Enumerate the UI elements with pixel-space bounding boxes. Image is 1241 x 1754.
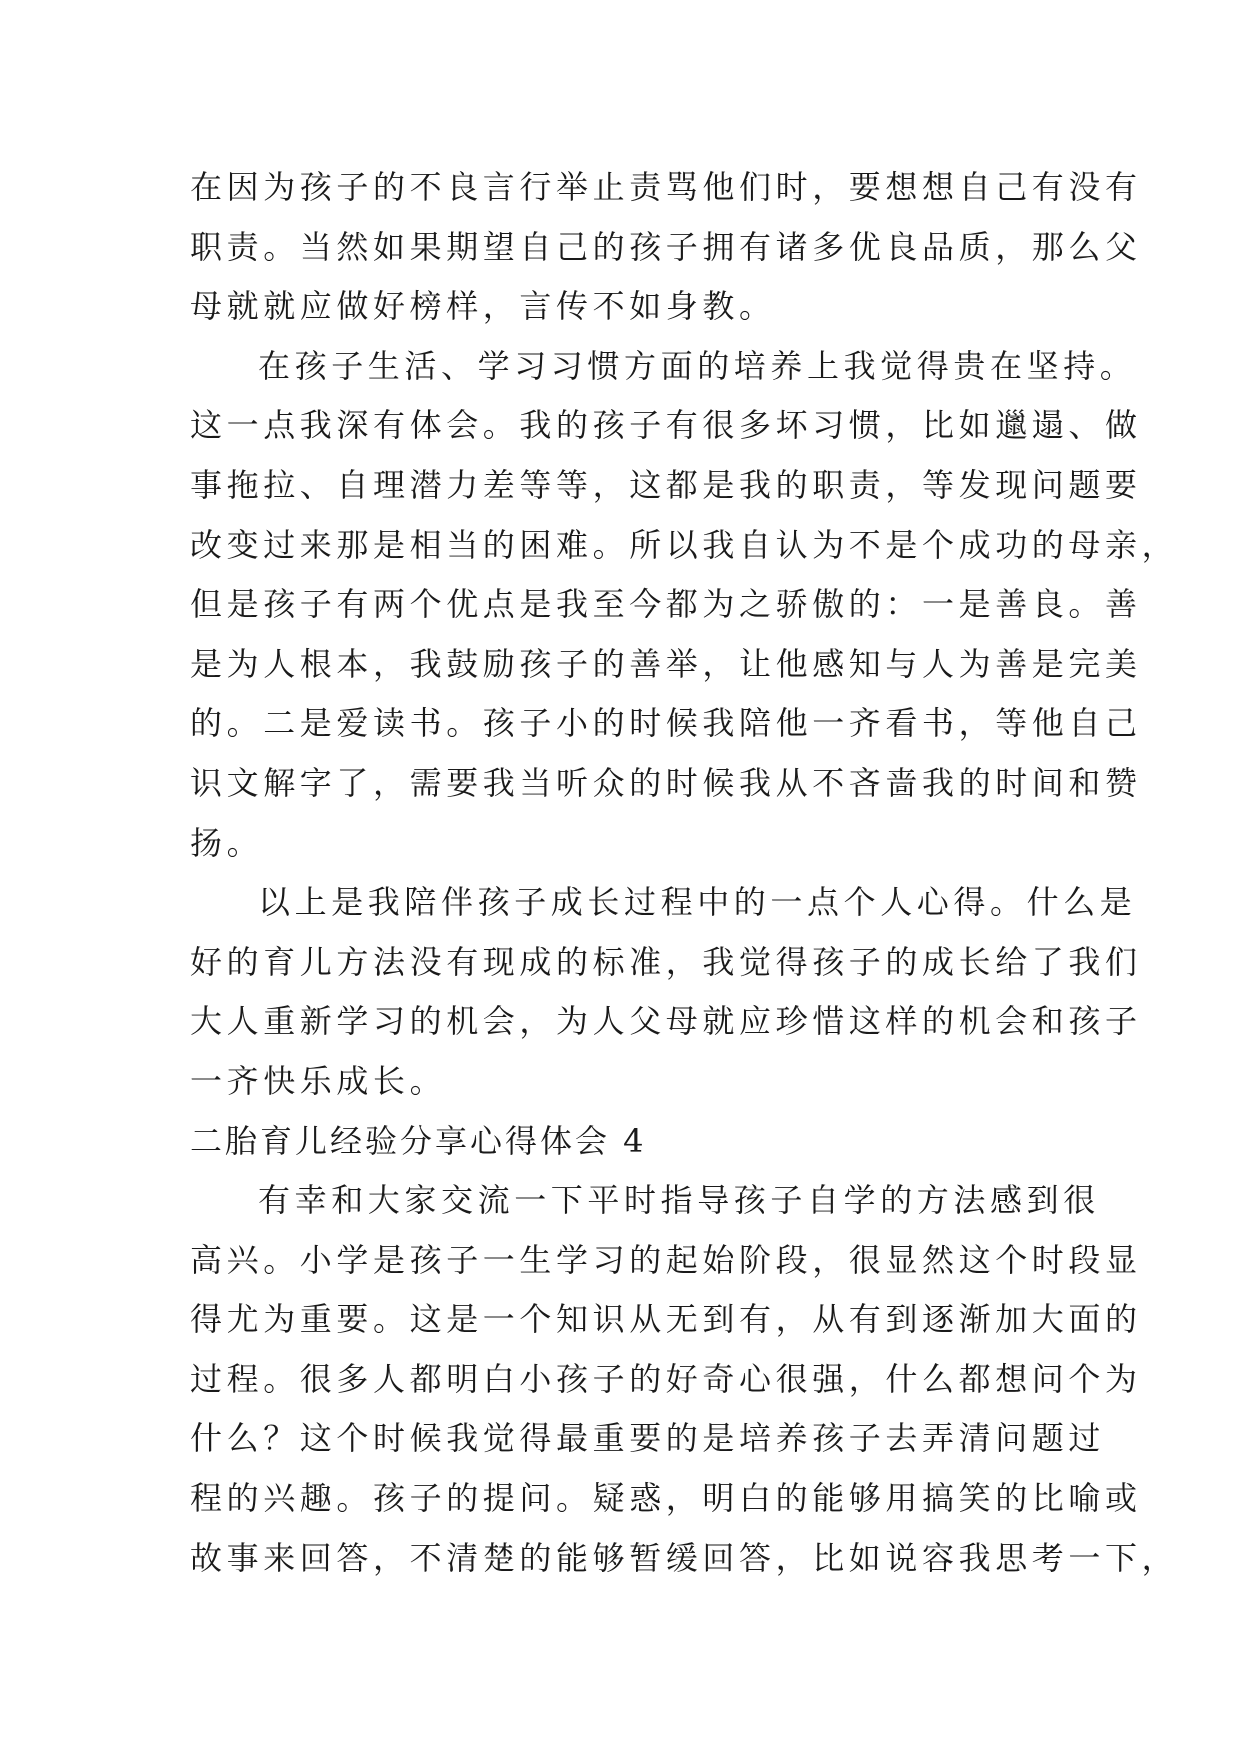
paragraph-line: 什么？这个时候我觉得最重要的是培养孩子去弄清问题过 — [190, 1419, 1106, 1458]
paragraph-first-line: 在孩子生活、学习习惯方面的培养上我觉得贵在坚持。 — [258, 346, 1137, 385]
paragraph-line: 职责。当然如果期望自己的孩子拥有诸多优良品质，那么父 — [190, 227, 1142, 266]
paragraph-line: 扬。 — [190, 823, 264, 862]
paragraph-first-line: 以上是我陪伴孩子成长过程中的一点个人心得。什么是 — [258, 883, 1137, 922]
paragraph-line: 是为人根本，我鼓励孩子的善举，让他感知与人为善是完美 — [190, 644, 1142, 683]
paragraph-line: 故事来回答，不清楚的能够暂缓回答，比如说容我思考一下， — [190, 1538, 1179, 1577]
section-heading: 二胎育儿经验分享心得体会 4 — [190, 1121, 647, 1160]
paragraph-line: 的。二是爱读书。孩子小的时候我陪他一齐看书，等他自己 — [190, 704, 1142, 743]
paragraph-line: 好的育儿方法没有现成的标准，我觉得孩子的成长给了我们 — [190, 942, 1142, 981]
paragraph-line: 过程。很多人都明白小孩子的好奇心很强，什么都想问个为 — [190, 1359, 1142, 1398]
document-body — [190, 158, 1179, 1588]
paragraph-line: 在因为孩子的不良言行举止责骂他们时，要想想自己有没有 — [190, 168, 1142, 206]
paragraph-line: 但是孩子有两个优点是我至今都为之骄傲的：一是善良。善 — [190, 585, 1142, 624]
paragraph-line: 事拖拉、自理潜力差等等，这都是我的职责，等发现问题要 — [190, 465, 1142, 504]
paragraph-first-line: 有幸和大家交流一下平时指导孩子自学的方法感到很 — [258, 1181, 1100, 1220]
paragraph-line: 得尤为重要。这是一个知识从无到有，从有到逐渐加大面的 — [190, 1300, 1142, 1339]
paragraph-line: 改变过来那是相当的困难。所以我自认为不是个成功的母亲， — [190, 525, 1179, 564]
paragraph-line: 大人重新学习的机会，为人父母就应珍惜这样的机会和孩子 — [190, 1002, 1142, 1041]
paragraph-line: 母就就应做好榜样，言传不如身教。 — [190, 287, 776, 326]
paragraph-line: 识文解字了，需要我当听众的时候我从不吝啬我的时间和赞 — [190, 763, 1142, 802]
paragraph-line: 高兴。小学是孩子一生学习的起始阶段，很显然这个时段显 — [190, 1240, 1142, 1279]
paragraph-line: 程的兴趣。孩子的提问。疑惑，明白的能够用搞笑的比喻或 — [190, 1479, 1142, 1518]
paragraph-line: 一齐快乐成长。 — [190, 1061, 447, 1100]
paragraph-line: 这一点我深有体会。我的孩子有很多坏习惯，比如邋遢、做 — [190, 406, 1142, 445]
